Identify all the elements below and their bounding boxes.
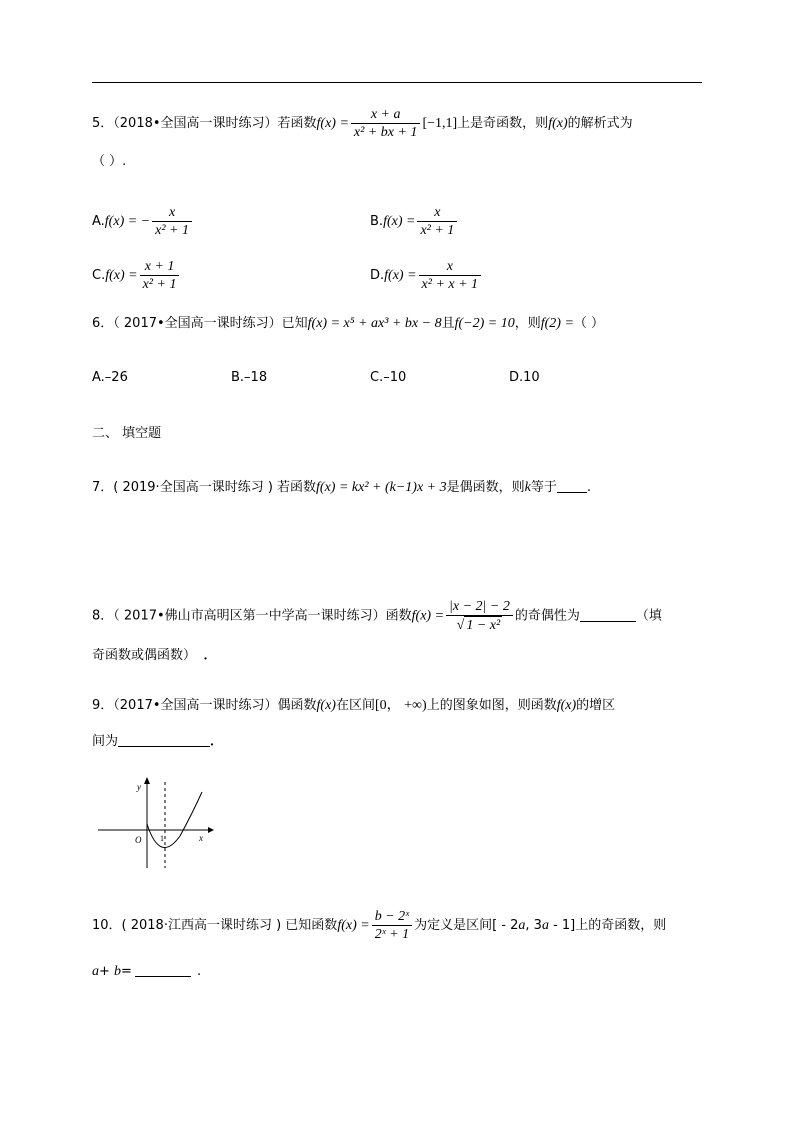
y-axis-arrow-icon xyxy=(144,777,150,784)
q7-prefix: 7．( 2019·全国高一课时练习 ) 若函数 xyxy=(92,480,317,495)
q6-condition: f(−2) = 10 xyxy=(454,316,515,331)
q10-answer-blank[interactable] xyxy=(135,962,191,977)
q10-stem xyxy=(92,908,666,943)
q8-line2-text: 奇函数或偶函数） xyxy=(92,648,190,663)
option-label: D. xyxy=(370,268,385,283)
q9-interval: [0， +∞) xyxy=(374,698,427,713)
x-axis-label: x xyxy=(199,833,203,843)
q6-expression: f(x) = x⁵ + ax³ + bx − 8 xyxy=(307,316,442,331)
option-fraction xyxy=(417,204,457,239)
option-denominator: x² + 1 xyxy=(152,221,192,239)
q5-paren: （ ）. xyxy=(92,154,127,169)
q6-option-c[interactable]: C.–10 xyxy=(370,370,407,385)
q10-eq: = xyxy=(121,964,132,979)
q7-expression: f(x) = kx² + (k−1)x + 3 xyxy=(316,480,447,495)
option-fraction xyxy=(140,258,180,293)
q10-rest: - 1]上的奇函数，则 xyxy=(548,918,667,933)
q8-line2 xyxy=(92,646,217,666)
option-denominator: x² + 1 xyxy=(417,221,457,239)
option-fx: f(x) = − xyxy=(104,214,151,229)
q9-line2 xyxy=(92,732,223,752)
q5-fraction xyxy=(351,106,421,141)
q10-var-b: b xyxy=(114,964,122,979)
q7-suffix: 等于 xyxy=(530,480,557,495)
q8-answer-blank[interactable] xyxy=(580,607,636,622)
q5-option-a[interactable] xyxy=(92,204,194,239)
q6-tail: ，则 xyxy=(514,316,541,331)
option-numerator: x + 1 xyxy=(144,259,175,274)
q5-option-d[interactable] xyxy=(370,258,483,293)
q5-option-b[interactable] xyxy=(370,204,459,239)
q10-line2 xyxy=(92,962,201,982)
y-axis-label: y xyxy=(137,782,141,792)
option-numerator: x xyxy=(168,205,176,220)
q8-stem xyxy=(92,598,662,634)
q6-prefix: 6．（ 2017•全国高一课时练习）已知 xyxy=(92,316,308,331)
q9-mid: 在区间 xyxy=(335,698,375,713)
q8-denominator: √ 1 − x² xyxy=(446,615,513,634)
q6-paren: （ ） xyxy=(573,316,605,331)
q8-prefix: 8．（ 2017•佛山市高明区第一中学高一课时练习）函数 xyxy=(92,608,412,624)
q7-stem xyxy=(92,478,591,498)
q10-comma: , 3 xyxy=(525,918,542,933)
option-fx: f(x) = xyxy=(105,268,138,283)
q7-mid: 是偶函数，则 xyxy=(446,480,525,495)
q5-stem xyxy=(92,106,633,141)
q7-answer-blank[interactable] xyxy=(557,478,587,493)
option-label: A. xyxy=(92,214,105,229)
option-numerator: x xyxy=(446,259,453,274)
q9-stem xyxy=(92,696,615,716)
q6-option-a[interactable]: A.–26 xyxy=(92,370,128,385)
q5-fx2: f(x) xyxy=(548,116,568,131)
q10-var-a1: a xyxy=(518,918,526,933)
section-heading: 二、 填空题 xyxy=(92,426,162,441)
q10-fraction xyxy=(372,908,412,943)
q10-var-a: a xyxy=(92,964,99,979)
q10-end: . xyxy=(196,964,202,979)
option-fraction xyxy=(152,204,192,239)
q8-suffix: 的奇偶性为 xyxy=(514,608,580,624)
q9-mid2: 上的图象如图，则函数 xyxy=(426,698,557,713)
q6-mid: 且 xyxy=(441,316,455,331)
tick-label-1: 1 xyxy=(160,834,164,843)
q7-end: . xyxy=(586,480,592,495)
q9-line2-text: 间为 xyxy=(92,734,119,749)
q9-answer-blank[interactable] xyxy=(118,732,210,747)
q9-fx2: f(x) xyxy=(556,698,577,713)
q10-numerator: b − 2ˣ xyxy=(374,909,410,924)
q10-prefix: 10．( 2018·江西高一课时练习 ) 已知函数 xyxy=(92,918,338,933)
q5-prefix: 5．（2018•全国高一课时练习）若函数 xyxy=(92,116,317,131)
q10-denominator: 2ˣ + 1 xyxy=(372,925,412,943)
option-fx: f(x) = xyxy=(383,214,416,229)
q8-numerator: |x − 2| − 2 xyxy=(449,599,510,614)
q8-radicand: 1 − x² xyxy=(466,618,501,633)
q9-suffix: 的增区 xyxy=(576,698,616,713)
q6-option-d[interactable]: D.10 xyxy=(509,370,540,385)
q5-option-c[interactable] xyxy=(92,258,181,293)
q8-fx: f(x) = xyxy=(411,608,445,624)
option-label: B. xyxy=(370,214,384,229)
q8-fraction xyxy=(446,598,513,634)
option-fx: f(x) = xyxy=(384,268,417,283)
q9-prefix: 9．（2017•全国高一课时练习）偶函数 xyxy=(92,698,317,713)
option-numerator: x xyxy=(434,205,441,220)
q10-var-a2: a xyxy=(541,918,549,933)
q6-ask: f(2) = xyxy=(540,316,574,331)
q10-mid: 为定义是区间[ - 2 xyxy=(414,918,519,933)
option-denominator: x² + x + 1 xyxy=(419,275,482,293)
option-label: C. xyxy=(92,268,106,283)
option-fraction xyxy=(419,258,482,293)
q10-fx: f(x) = xyxy=(337,918,370,933)
q9-dot: ． xyxy=(210,734,224,749)
q9-function-graph xyxy=(92,772,217,870)
header-rule xyxy=(92,82,702,83)
q5-interval: [−1,1] xyxy=(422,116,458,131)
option-denominator: x² + 1 xyxy=(140,275,180,293)
q5-numerator: x + a xyxy=(370,107,401,122)
x-axis-arrow-icon xyxy=(208,827,214,833)
origin-label: O xyxy=(135,835,142,845)
q10-plus: + xyxy=(99,964,115,979)
q7-variable: k xyxy=(524,480,531,495)
function-curve xyxy=(147,792,202,848)
q8-tail: （填 xyxy=(635,608,662,624)
q6-option-b[interactable]: B.–18 xyxy=(231,370,268,385)
q5-denominator: x² + bx + 1 xyxy=(351,123,421,141)
q5-mid: 上是奇函数，则 xyxy=(457,116,549,131)
q5-suffix: 的解析式为 xyxy=(567,116,633,131)
q9-fx: f(x) xyxy=(316,698,336,713)
q6-stem xyxy=(92,314,604,334)
q8-dot: ． xyxy=(203,648,217,663)
q5-fx: f(x) = xyxy=(316,116,349,131)
